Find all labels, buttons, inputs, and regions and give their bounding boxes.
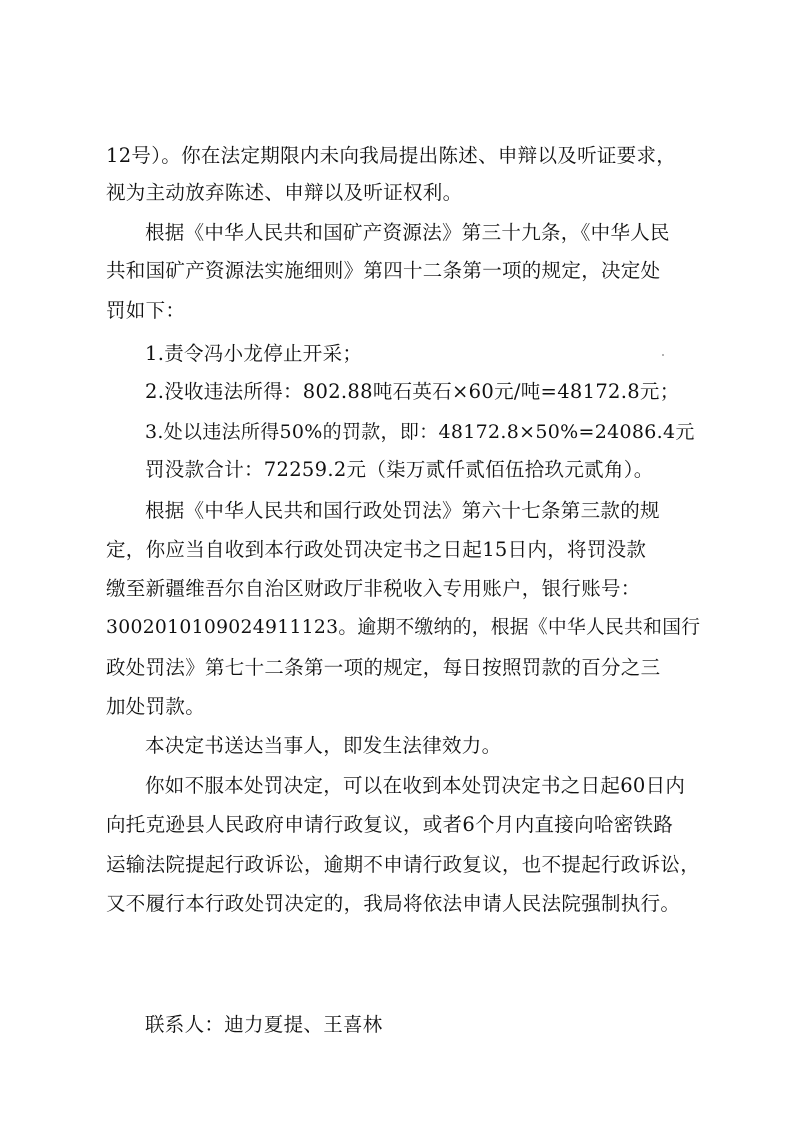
text-line-7: 2.没收违法所得：802.88吨石英石×60元/吨=48172.8元； bbox=[145, 380, 680, 403]
text-line-9: 罚没款合计：72259.2元（柒万贰仟贰佰伍拾玖元贰角）。 bbox=[145, 458, 654, 481]
text-line-5: 罚如下： bbox=[106, 299, 186, 322]
text-line-2: 视为主动放弃陈述、申辩以及听证权利。 bbox=[106, 181, 463, 204]
text-line-11: 定，你应当自收到本行政处罚决定书之日起15日内，将罚没款 bbox=[106, 538, 647, 561]
text-line-8: 3.处以违法所得50%的罚款，即：48172.8×50%=24086.4元 bbox=[145, 421, 695, 443]
text-line-14: 政处罚法》第七十二条第一项的规定，每日按照罚款的百分之三 bbox=[106, 656, 661, 679]
text-line-17: 你如不服本处罚决定，可以在收到本处罚决定书之日起60日内 bbox=[145, 774, 686, 797]
text-line-16: 本决定书送达当事人，即发生法律效力。 bbox=[145, 734, 502, 757]
text-line-20: 又不履行本行政处罚决定的，我局将依法申请人民法院强制执行。 bbox=[106, 892, 681, 915]
text-line-13: 3002010109024911123。逾期不缴纳的，根据《中华人民共和国行 bbox=[106, 617, 701, 638]
text-line-4: 共和国矿产资源法实施细则》第四十二条第一项的规定，决定处 bbox=[106, 259, 661, 282]
scan-speck bbox=[662, 354, 664, 356]
text-line-6: 1.责令冯小龙停止开采； bbox=[145, 342, 363, 365]
text-line-1: 12号）。你在法定期限内未向我局提出陈述、申辩以及听证要求， bbox=[106, 144, 677, 167]
contact-line: 联系人：迪力夏提、王喜林 bbox=[145, 1013, 383, 1036]
text-line-10: 根据《中华人民共和国行政处罚法》第六十七条第三款的规 bbox=[145, 499, 660, 522]
text-line-12: 缴至新疆维吾尔自治区财政厅非税收入专用账户，银行账号： bbox=[106, 577, 641, 600]
text-line-3: 根据《中华人民共和国矿产资源法》第三十九条，《中华人民 bbox=[145, 221, 670, 244]
text-line-19: 运输法院提起行政诉讼，逾期不申请行政复议，也不提起行政诉讼， bbox=[106, 853, 701, 876]
text-line-15: 加处罚款。 bbox=[106, 695, 206, 718]
text-line-18: 向托克逊县人民政府申请行政复议，或者6个月内直接向哈密铁路 bbox=[106, 813, 674, 836]
